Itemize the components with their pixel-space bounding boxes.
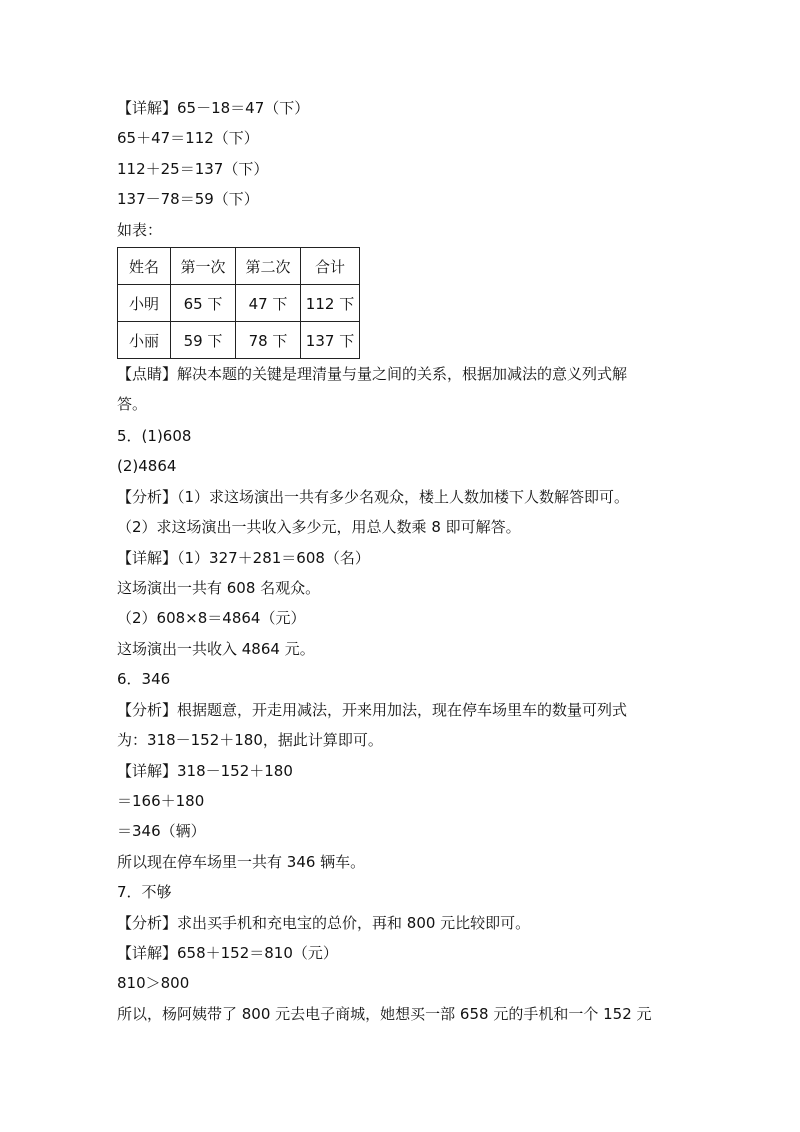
table-cell: 小丽 bbox=[118, 322, 171, 359]
text-line: (2)4864 bbox=[117, 457, 177, 475]
table-row bbox=[118, 285, 360, 322]
table-cell: 小明 bbox=[118, 285, 171, 322]
text-line: 【点睛】解决本题的关键是理清量与量之间的关系，根据加减法的意义列式解 bbox=[117, 365, 628, 383]
text-line: 这场演出一共有 608 名观众。 bbox=[117, 579, 321, 597]
text-line: 6．346 bbox=[117, 670, 171, 688]
text-line: 答。 bbox=[117, 395, 148, 413]
text-line: 所以现在停车场里一共有 346 辆车。 bbox=[117, 853, 366, 871]
text-line: 这场演出一共收入 4864 元。 bbox=[117, 640, 315, 658]
table-cell: 137 下 bbox=[301, 322, 360, 359]
text-line: 【分析】根据题意，开走用减法，开来用加法，现在停车场里车的数量可列式 bbox=[117, 701, 628, 719]
text-line: 810＞800 bbox=[117, 974, 190, 992]
text-line: 【分析】求出买手机和充电宝的总价，再和 800 元比较即可。 bbox=[117, 914, 531, 932]
text-line: 【详解】658＋152＝810（元） bbox=[117, 944, 338, 962]
text-line: 65＋47＝112（下） bbox=[117, 129, 259, 147]
table-header-cell: 第二次 bbox=[236, 248, 301, 285]
table-header-cell: 第一次 bbox=[171, 248, 236, 285]
text-line: （2）求这场演出一共收入多少元，用总人数乘 8 即可解答。 bbox=[117, 518, 521, 536]
table-cell: 47 下 bbox=[236, 285, 301, 322]
text-line: 【详解】318－152＋180 bbox=[117, 762, 293, 780]
table-header-row bbox=[118, 248, 360, 285]
table-cell: 78 下 bbox=[236, 322, 301, 359]
text-line: 5．(1)608 bbox=[117, 427, 192, 445]
text-line: 137－78＝59（下） bbox=[117, 190, 259, 208]
table-row bbox=[118, 322, 360, 359]
text-line: ＝166＋180 bbox=[117, 792, 205, 810]
text-line: ＝346（辆） bbox=[117, 822, 206, 840]
text-line: 如表： bbox=[117, 221, 163, 239]
text-line: 7．不够 bbox=[117, 883, 172, 901]
text-line: 为：318－152＋180，据此计算即可。 bbox=[117, 731, 383, 749]
text-line: 【详解】65－18＝47（下） bbox=[117, 99, 310, 117]
text-line: 112＋25＝137（下） bbox=[117, 160, 269, 178]
text-line: （2）608×8＝4864（元） bbox=[117, 609, 306, 627]
text-line: 【分析】（1）求这场演出一共有多少名观众，楼上人数加楼下人数解答即可。 bbox=[117, 488, 630, 506]
table-header-cell: 姓名 bbox=[118, 248, 171, 285]
score-table bbox=[117, 247, 360, 359]
table-cell: 59 下 bbox=[171, 322, 236, 359]
table-cell: 65 下 bbox=[171, 285, 236, 322]
text-line: 【详解】（1）327＋281＝608（名） bbox=[117, 549, 370, 567]
table-header-cell: 合计 bbox=[301, 248, 360, 285]
table-cell: 112 下 bbox=[301, 285, 360, 322]
text-line: 所以，杨阿姨带了 800 元去电子商城，她想买一部 658 元的手机和一个 152 元 bbox=[117, 1005, 652, 1023]
